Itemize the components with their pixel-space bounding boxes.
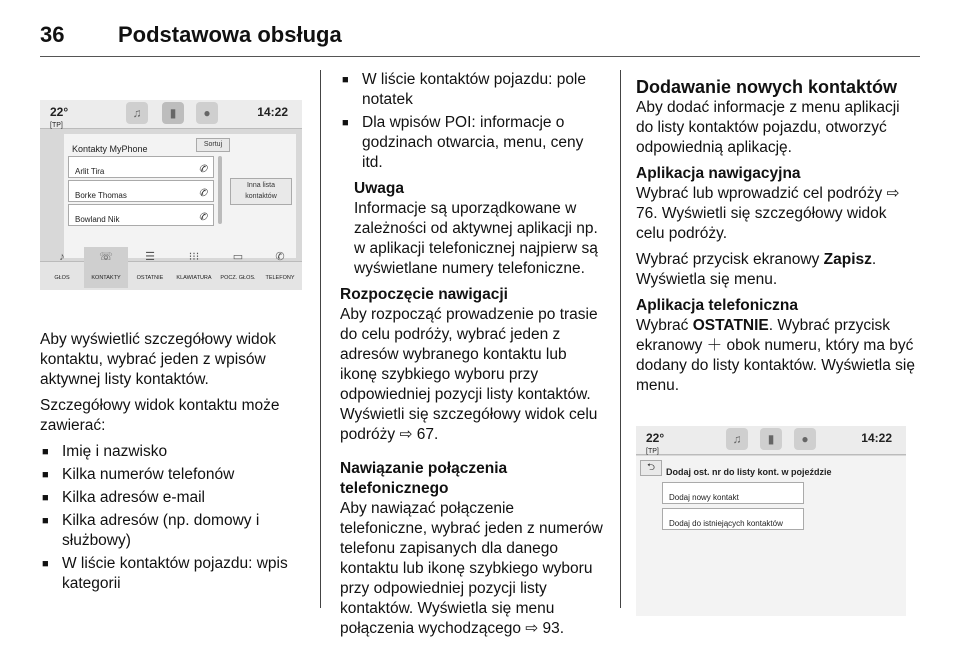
contact-name: Bowland Nik [75,215,120,224]
section-heading: Rozpoczęcie nawigacji [340,286,508,303]
tp-indicator: [TP] [50,122,63,129]
paragraph: Aby dodać informacje z menu aplikacji do listy kontaktów pojazdu, otworzyć odpowiednią aplikację. [636,99,900,156]
contact-row[interactable] [68,204,214,226]
paragraph: Aby wyświetlić szczegółowy widok kontaktu, wybrać jeden z wpisów aktywnej listy kontaktów. [40,331,277,388]
menu-title: Dodaj ost. nr do listy kont. w pojeździe [666,467,832,477]
globe-icon: ● [794,428,816,450]
paragraph: Wybrać OSTATNIE. Wybrać przycisk ekranowy ＋ obok numeru, który ma być dodany do listy kontaktów. Wyświetla się menu. [636,317,915,394]
contact-row[interactable] [68,156,214,178]
bottom-button-voice[interactable]: ♪ GŁOS [40,247,84,288]
contacts-list-title: Kontakty MyPhone [72,144,148,154]
page-header [40,12,920,60]
bullet-list [340,70,604,173]
voicemail-icon: ▭ [232,251,244,263]
column-divider [320,70,321,608]
column-1 [40,70,302,600]
button-name: Zapisz [823,251,872,268]
bottom-button-voicemail[interactable]: ▭ POCZ. GŁOS. [216,247,260,288]
temperature: 22° [50,105,69,119]
section-heading: Aplikacja nawigacyjna [636,165,801,182]
bottom-button-recent[interactable]: ☰ OSTATNIE [128,247,172,288]
menu-option[interactable]: Dodaj do istniejących kontaktów [662,508,804,530]
add-contact-panel [636,456,906,616]
column-divider [620,70,621,608]
add-contact-screen-image [636,426,906,616]
list-item: ■ Dla wpisów POI: informacje o godzinach otwarcia, menu, ceny itd. [340,113,604,173]
phone-icon[interactable]: ✆ [198,212,207,223]
list-item: ■ Imię i nazwisko [40,442,302,462]
back-button[interactable]: ⮌ [640,460,662,476]
sort-button[interactable]: Sortuj [196,138,230,152]
section-heading-large: Dodawanie nowych kontaktów [636,77,898,97]
page-title: Podstawowa obsługa [118,22,342,47]
tp-indicator: [TP] [646,448,659,455]
screen-top-bar [40,100,302,129]
list-item: ■ Kilka numerów telefonów [40,465,302,485]
phones-icon: ✆ [275,251,285,263]
keypad-icon: ⁝⁝⁝ [188,251,200,263]
contact-name: Borke Thomas [75,191,127,200]
phone-icon[interactable]: ✆ [198,164,207,175]
column-2 [340,70,604,645]
voice-icon: ♪ [59,251,65,263]
other-lists-button[interactable]: Inna lista kontaktów [230,178,292,205]
screen-bottom-bar [40,251,302,290]
button-name: OSTATNIE [692,317,769,334]
clock: 14:22 [861,431,892,445]
column-3 [636,70,916,616]
phone-icon[interactable]: ✆ [198,188,207,199]
clock: 14:22 [257,105,288,119]
temperature: 22° [646,431,665,445]
note-label: Uwaga [354,180,404,197]
contact-name: Arlit Tira [75,167,105,176]
paragraph: Wybrać lub wprowadzić cel podróży ⇨ 76. Wyświetli się szczegółowy widok celu podróży. [636,185,900,242]
contacts-screen-image [40,100,302,290]
screen-top-bar [636,426,906,455]
section-heading: Aplikacja telefoniczna [636,297,798,314]
header-divider [40,56,920,57]
paragraph: Aby nawiązać połączenie telefoniczne, wybrać jeden z numerów telefonu zapisanych dla danego kontaktu lub ikonę szybkiego wyboru przy odpowiedniej pozycji listy kontaktów. Wyświetla się menu połączenia wychodzącego ⇨ 93. [340,500,603,637]
list-item: ■ Kilka adresów (np. domowy i służbowy) [40,511,302,551]
bottom-button-keypad[interactable]: ⁝⁝⁝ KLAWIATURA [172,247,216,288]
music-icon: ♫ [726,428,748,450]
music-icon: ♫ [126,102,148,124]
phone-tab-icon: ▮ [162,102,184,124]
menu-option[interactable]: Dodaj nowy kontakt [662,482,804,504]
note-box [340,179,604,279]
globe-icon: ● [196,102,218,124]
section-heading: Nawiązanie połączenia telefonicznego [340,460,508,497]
page-number: 36 [40,22,65,47]
paragraph: Aby rozpocząć prowadzenie po trasie do celu podróży, wybrać jeden z adresów wybranego kontaktu lub ikonę szybkiego wyboru przy odpowiedniej pozycji listy kontaktów. Wyświetli się szczegółowy widok celu podróży ⇨ 67. [340,306,598,443]
contacts-panel [64,134,296,258]
phone-tab-icon: ▮ [760,428,782,450]
note-text: Informacje są uporządkowane w zależności od aktywnej aplikacji np. w aplikacji telefonicznej najpierw są wyświetlane numery telefoniczne. [354,200,598,277]
contact-row[interactable] [68,180,214,202]
paragraph: Szczegółowy widok kontaktu może zawierać: [40,397,280,434]
scrollbar[interactable] [218,156,222,224]
list-item: ■ W liście kontaktów pojazdu: wpis kategorii [40,554,302,594]
bullet-list [40,442,302,594]
recent-icon: ☰ [145,251,155,263]
list-item: ■ W liście kontaktów pojazdu: pole notatek [340,70,604,110]
bottom-button-contacts[interactable]: ☏ KONTAKTY [84,247,128,288]
paragraph: Wybrać przycisk ekranowy Zapisz. Wyświetla się menu. [636,251,877,288]
list-item: ■ Kilka adresów e-mail [40,488,302,508]
contacts-icon: ☏ [99,251,113,263]
bottom-button-phones[interactable]: ✆ TELEFONY [258,247,302,288]
